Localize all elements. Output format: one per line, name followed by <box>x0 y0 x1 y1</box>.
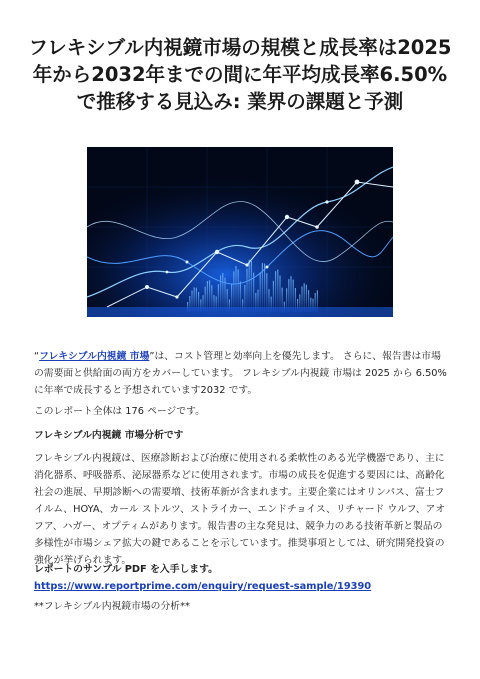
sample-link[interactable]: https://www.reportprime.com/enquiry/request-sample/19390 <box>34 581 372 592</box>
analysis-heading: フレキシブル内視鏡 市場分析です <box>34 430 184 441</box>
hero-bar <box>266 273 267 312</box>
hero-bar <box>249 260 250 312</box>
hero-bar <box>251 261 252 312</box>
market-link[interactable]: フレキシブル内視鏡 市場 <box>39 351 150 362</box>
hero-bar <box>260 272 261 312</box>
hero-bar <box>253 273 254 312</box>
page-title: フレキシブル内視鏡市場の規模と成長率は2025年から2032年までの間に年平均成長率6.50%で推移する見込み: 業界の課題と予測 <box>28 36 452 113</box>
analysis-body: フレキシブル内視鏡は、医療診断および治療に使用される柔軟性のある光学機器であり、主に消化器系、呼吸器系、泌尿器系などに使用されます。市場の成長を促進する要因には、高齢化社会の進展、早期診断への需要増、技術革新が含まれます。主要企業にはオリンパス、富士フイルム、HOYA、カール ストルツ、ストライカー、エンドチョイス、リチャード ウルフ、アオフア、ハガー、オプティムがあります。報告書の主な発見は、競争力のある技術革新と製品の多様性が市場シェア拡大の鍵であることを示しています。推奨事項としては、研究開発投資の強化が挙げられます。 <box>34 453 446 566</box>
hero-bar <box>222 273 223 312</box>
intro-paragraph <box>34 348 448 399</box>
hero-bar <box>277 269 278 312</box>
sample-request-line <box>34 561 448 595</box>
hero-bar <box>246 269 247 312</box>
page-count-line: このレポート全体は 176 ページです。 <box>34 406 205 417</box>
hero-bar <box>235 266 236 312</box>
hero-bar <box>279 276 280 312</box>
intro-text: ”は、コスト管理と効率向上を優先します。 さらに、報告書は市場の需要面と供給面の両方をカバーしています。 フレキシブル内視鏡 市場は 2025 から 6.50% に年率で成長すると予想されています2032 です。 <box>34 351 447 396</box>
hero-bar <box>290 276 291 312</box>
hero-bar <box>233 271 234 312</box>
sample-label: レポートのサンプル PDF を入手します。 <box>34 564 218 575</box>
hero-bar <box>275 271 276 312</box>
hero-image <box>87 147 393 317</box>
analysis-subheading: **フレキシブル内視鏡市場の分析** <box>34 601 190 612</box>
hero-bar <box>238 269 239 312</box>
open-quote: “ <box>34 351 40 362</box>
hero-bar <box>264 264 265 312</box>
